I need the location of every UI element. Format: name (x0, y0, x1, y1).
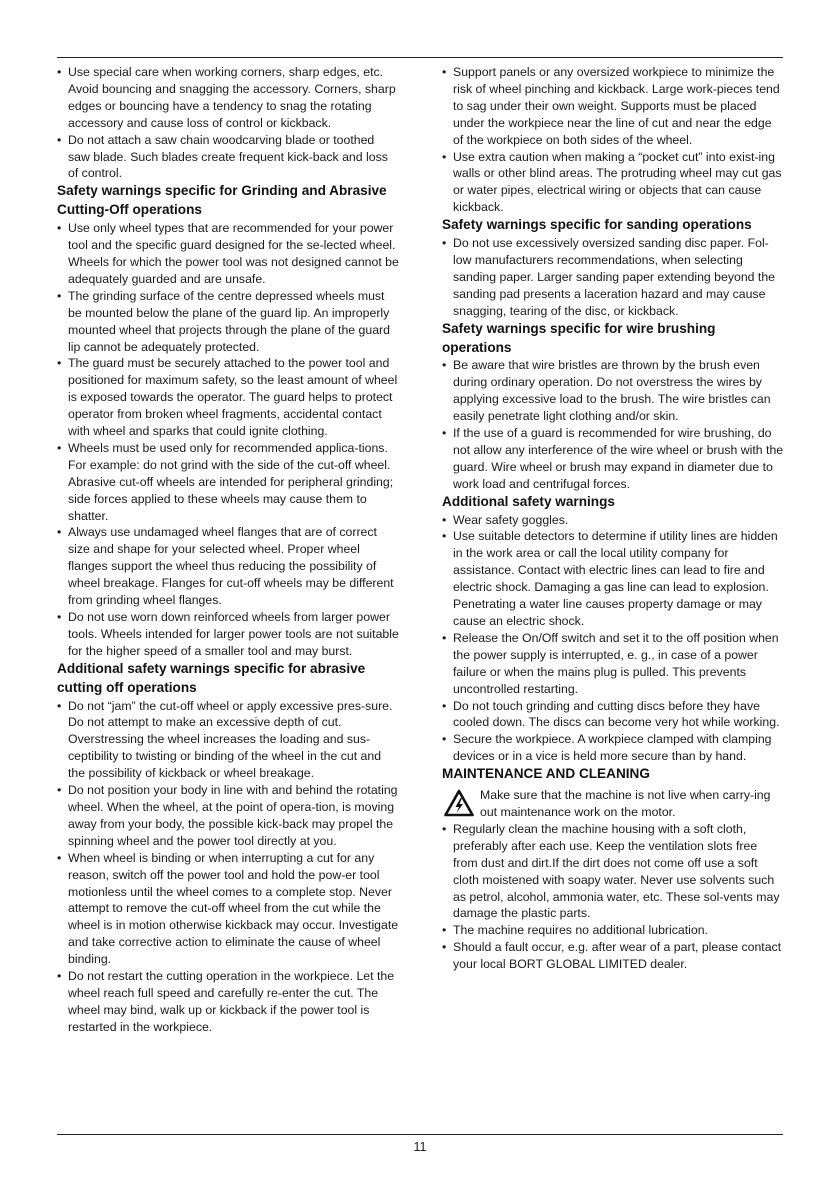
page-number: 11 (413, 1140, 427, 1154)
footer-rule (57, 1134, 783, 1135)
list-item: • Do not restart the cutting operation in the workpiece. Let the wheel reach full speed and carefully re-enter the cut. The wheel may bind, walk up or kickback if the power tool is restarted in the workpiece. (57, 968, 399, 1036)
list-item: • Wear safety goggles. (442, 512, 784, 529)
list-item: • The machine requires no additional lubrication. (442, 922, 784, 939)
right-column (442, 64, 784, 973)
sanding-section-title: Safety warnings specific for sanding operations (442, 217, 752, 233)
header-rule (57, 57, 783, 58)
list-item: • Use extra caution when making a “pocket cut” into exist-ing walls or other blind areas. The protruding wheel may cut gas or water pipes, electrical wiring or objects that can cause kickback. (442, 149, 784, 217)
maintenance-title: MAINTENANCE AND CLEANING (442, 766, 650, 782)
additional-warnings-title: Additional safety warnings (442, 493, 615, 509)
sanding-bullet-list (442, 235, 784, 320)
maintenance-bullet-list (442, 821, 784, 973)
list-item: • Do not attach a saw chain woodcarving blade or toothed saw blade. Such blades create frequent kick-back and loss of control. (57, 132, 399, 183)
list-item: • Use special care when working corners, sharp edges, etc. Avoid bouncing and snagging the accessory. Corners, sharp edges or bouncing have a tendency to snag the rotating accessory and cause loss of control or kickback. (57, 64, 399, 132)
list-item: • Always use undamaged wheel flanges that are of correct size and shape for your selected wheel. Proper wheel flanges support the wheel thus reducing the possibility of wheel breakage. Flanges for cut-off wheels may be different from grinding wheel flanges. (57, 524, 399, 609)
grinding-bullet-list (57, 220, 399, 660)
wire-brushing-section-title: Safety warnings specific for wire brushing operations (442, 320, 716, 355)
list-item: • Regularly clean the machine housing with a soft cloth, preferably after each use. Keep the ventilation slots free from dust and dirt.If the dirt does not come off use a soft cloth moistened with soapy water. Never use solvents such as petrol, alcohol, ammonia water, etc. These sol-vents may damage the plastic parts. (442, 821, 784, 922)
list-item: • When wheel is binding or when interrupting a cut for any reason, switch off the power tool and hold the pow-er tool motionless until the wheel comes to a complete stop. Never attempt to remove the cut-off wheel from the cut while the wheel is in motion otherwise kickback may occur. Investigate and take corrective action to eliminate the cause of wheel binding. (57, 850, 399, 968)
intro-bullet-list (57, 64, 399, 182)
list-item: • Use only wheel types that are recommended for your power tool and the specific guard designed for the se-lected wheel. Wheels for which the power tool was not designed cannot be adequately guarded and are unsafe. (57, 220, 399, 288)
list-item: • Secure the workpiece. A workpiece clamped with clamping devices or in a vice is held more secure than by hand. (442, 731, 784, 765)
list-item: • Support panels or any oversized workpiece to minimize the risk of wheel pinching and kickback. Large work-pieces tend to sag under their own weight. Supports must be placed under the workpiece near the line of cut and near the edge of the workpiece on both sides of the wheel. (442, 64, 784, 149)
left-column (57, 64, 399, 1036)
additional-warnings-list (442, 512, 784, 766)
list-item: • Use suitable detectors to determine if utility lines are hidden in the work area or call the local utility company for assistance. Contact with electric lines can lead to fire and electric shock. Damaging a gas line can lead to explosion. Penetrating a water line causes property damage or may cause an electric shock. (442, 528, 784, 629)
list-item: • Do not use excessively oversized sanding disc paper. Fol-low manufacturers recommendations, when selecting sanding paper. Larger sanding paper extending beyond the sanding pad presents a laceration hazard and may cause snagging, tearing of the disc, or kickback. (442, 235, 784, 320)
cutting-section-title: Additional safety warnings specific for abrasive cutting off operations (57, 660, 366, 695)
maintenance-warning (442, 787, 784, 821)
list-item: • Release the On/Off switch and set it to the off position when the power supply is interrupted, e. g., in case of a power failure or when the mains plug is pulled. This prevents uncontrolled restarting. (442, 630, 784, 698)
list-item: • Should a fault occur, e.g. after wear of a part, please contact your local BORT GLOBAL LIMITED dealer. (442, 939, 784, 973)
electric-hazard-icon (444, 789, 474, 817)
list-item: • Do not “jam” the cut-off wheel or apply excessive pres-sure. Do not attempt to make an excessive depth of cut. Overstressing the wheel increases the loading and sus-ceptibility to twisting or binding of the wheel in the cut and the possibility of kickback or wheel breakage. (57, 698, 399, 783)
list-item: • Do not touch grinding and cutting discs before they have cooled down. The discs can become very hot while working. (442, 698, 784, 732)
maintenance-warning-text: Make sure that the machine is not live when carry-ing out maintenance work on the motor. (480, 788, 771, 819)
list-item: • Do not use worn down reinforced wheels from larger power tools. Wheels intended for larger power tools are not suitable for the higher speed of a smaller tool and may burst. (57, 609, 399, 660)
cutting-bullet-list (57, 698, 399, 1036)
list-item: • The grinding surface of the centre depressed wheels must be mounted below the plane of the guard lip. An improperly mounted wheel that projects through the plane of the guard lip cannot be adequately protected. (57, 288, 399, 356)
grinding-section-title: Safety warnings specific for Grinding and Abrasive Cutting-Off operations (57, 183, 387, 218)
support-bullet-list (442, 64, 784, 216)
list-item: • The guard must be securely attached to the power tool and positioned for maximum safety, so the least amount of wheel is exposed towards the operator. The guard helps to protect operator from broken wheel fragments, accidental contact with wheel and sparks that could ignite clothing. (57, 355, 399, 440)
wire-brushing-bullet-list (442, 357, 784, 492)
list-item: • Be aware that wire bristles are thrown by the brush even during ordinary operation. Do not overstress the wires by applying excessive load to the brush. The wire bristles can easily penetrate light clothing and/or skin. (442, 357, 784, 425)
list-item: • If the use of a guard is recommended for wire brushing, do not allow any interference of the wire wheel or brush with the guard. Wire wheel or brush may expand in diameter due to work load and centrifugal forces. (442, 425, 784, 493)
list-item: • Wheels must be used only for recommended applica-tions. For example: do not grind with the side of the cut-off wheel. Abrasive cut-off wheels are intended for peripheral grinding; side forces applied to these wheels may cause them to shatter. (57, 440, 399, 525)
list-item: • Do not position your body in line with and behind the rotating wheel. When the wheel, at the point of opera-tion, is moving away from your body, the possible kick-back may propel the spinning wheel and the power tool directly at you. (57, 782, 399, 850)
